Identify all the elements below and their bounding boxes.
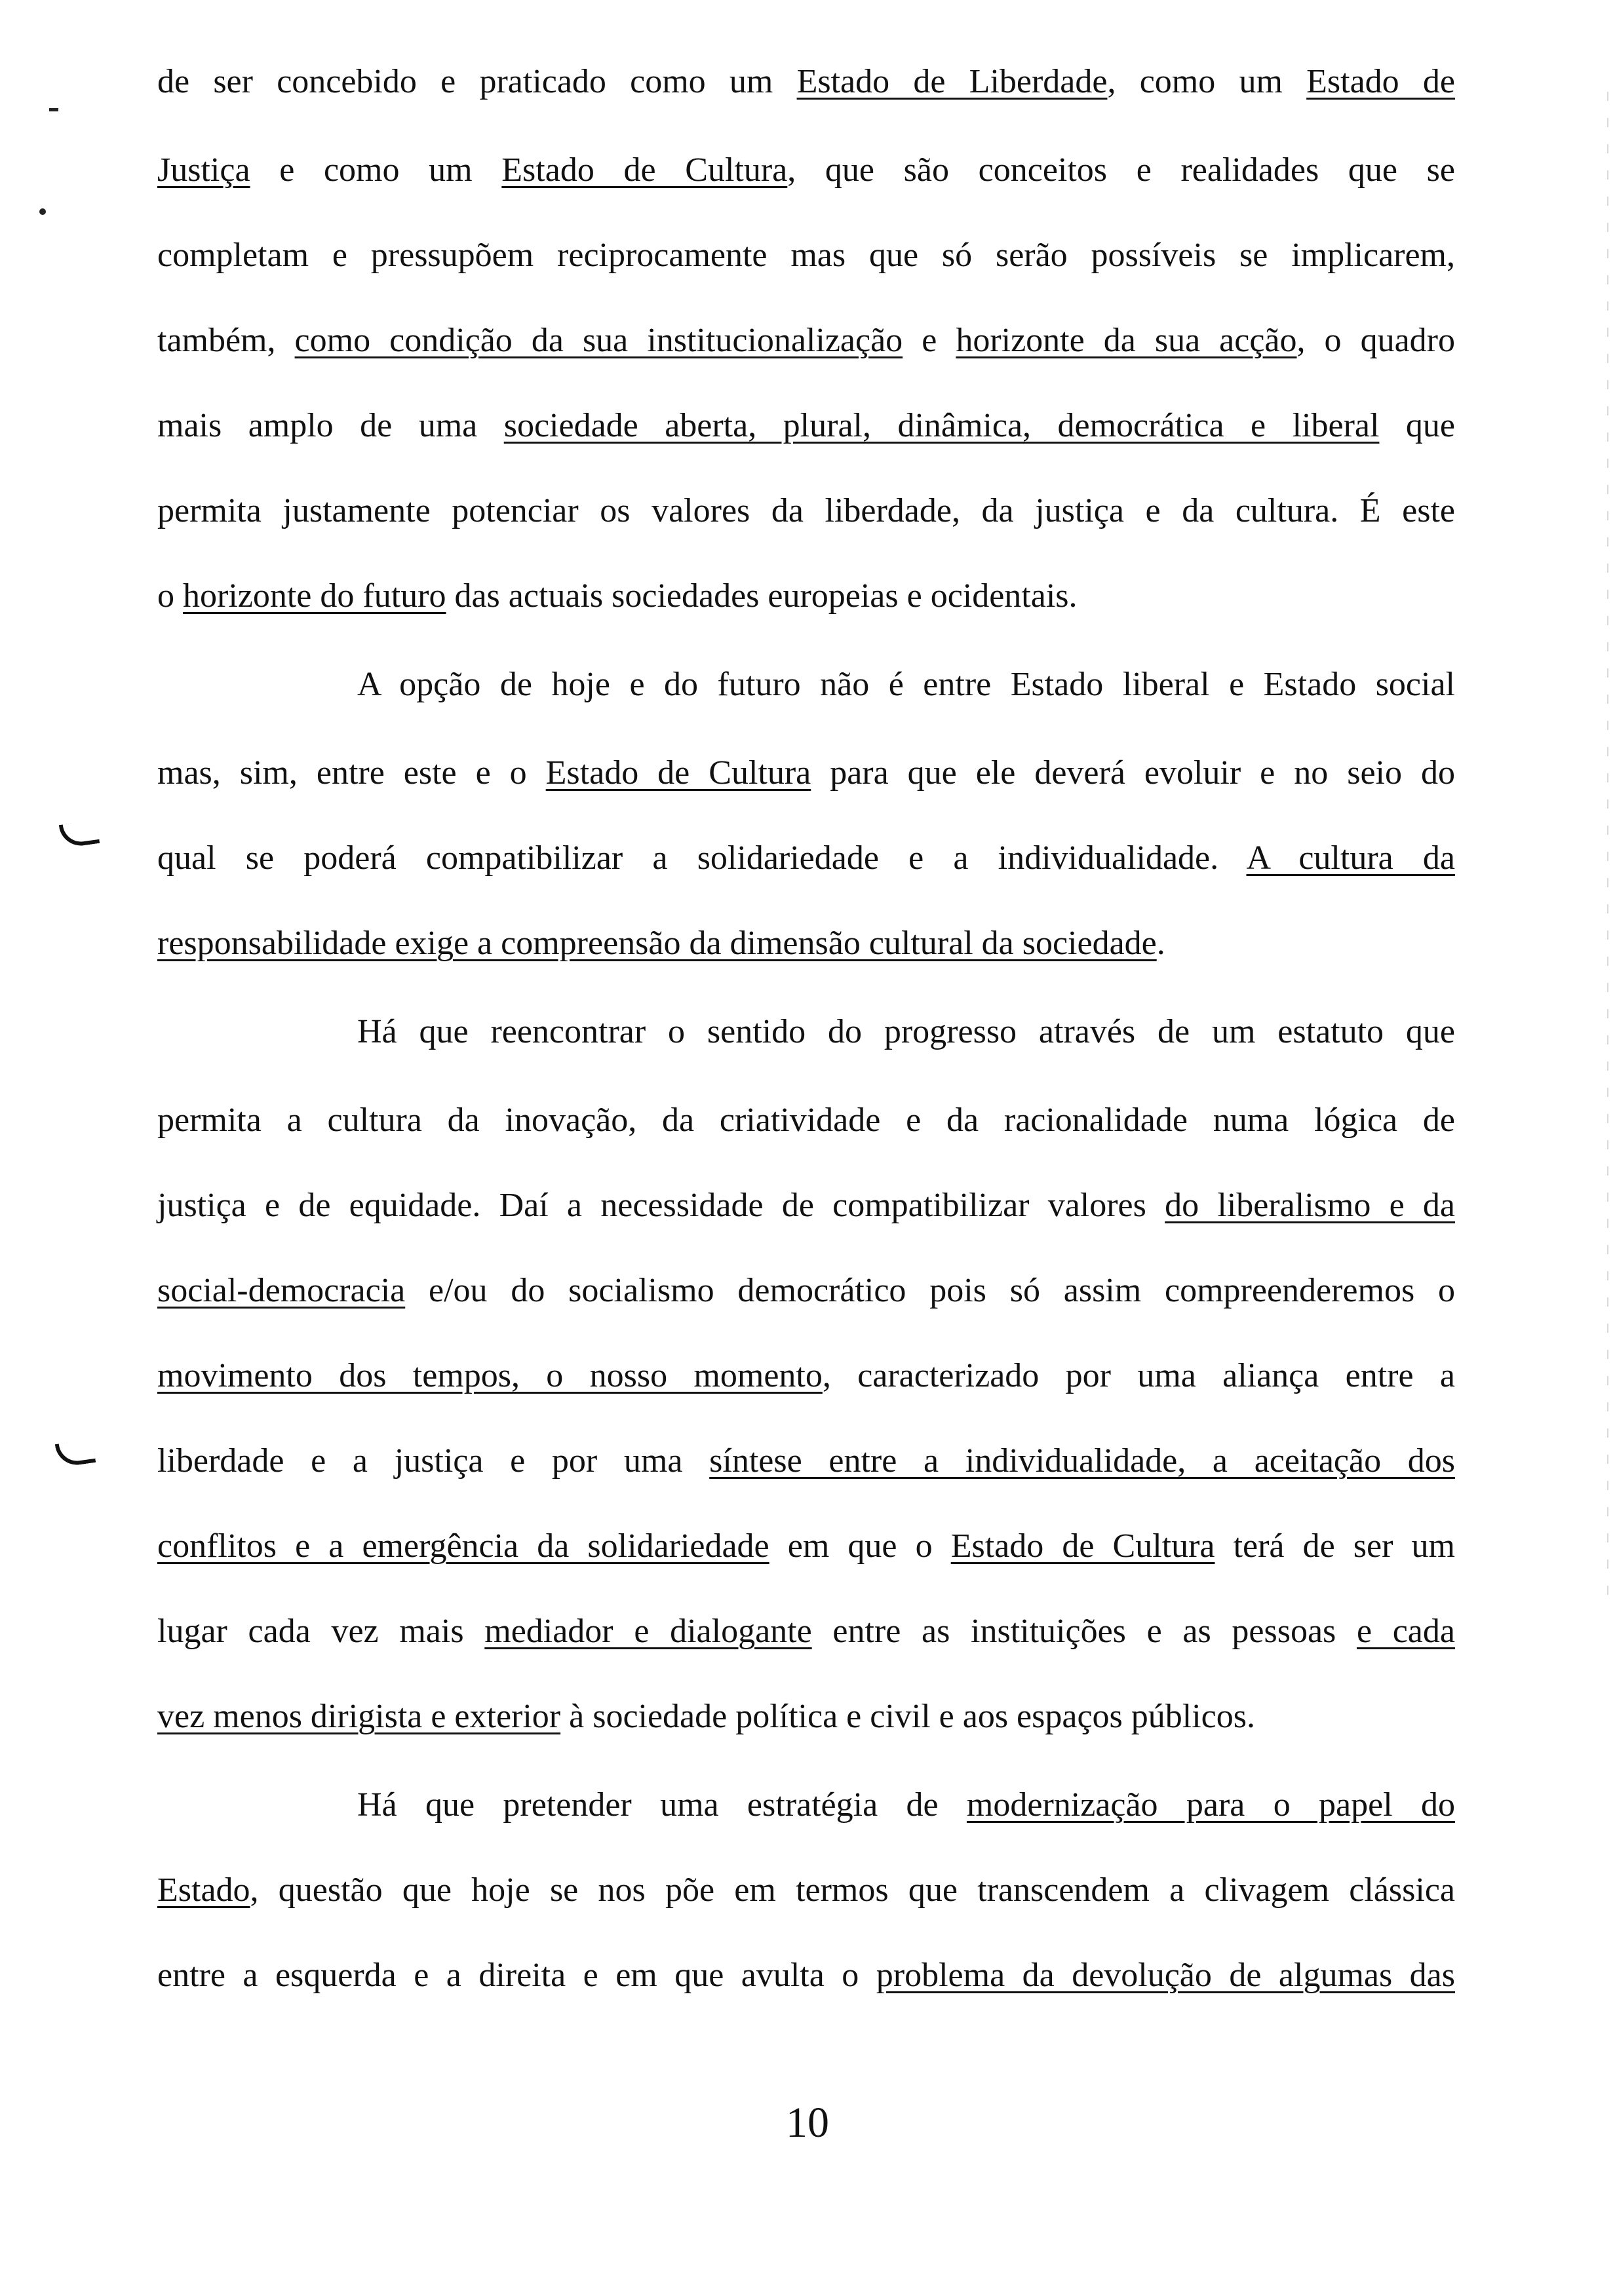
underlined-phrase: horizonte da sua acção xyxy=(956,322,1297,359)
handwritten-check-mark xyxy=(59,820,100,849)
text-line xyxy=(157,1956,1455,1995)
text-line xyxy=(157,1101,1455,1140)
text-segment: das actuais sociedades europeias e ocidentais. xyxy=(446,577,1078,615)
text-segment: , que são conceitos e realidades que se xyxy=(787,151,1455,189)
text-line xyxy=(157,62,1455,102)
underlined-phrase: vez menos dirigista e exterior xyxy=(157,1698,561,1735)
underlined-phrase: social-democracia xyxy=(157,1272,406,1309)
underlined-phrase: problema da devolução de algumas das xyxy=(876,1957,1455,1994)
underlined-phrase: modernização para o papel do xyxy=(966,1786,1455,1824)
underlined-phrase: A cultura da xyxy=(1246,839,1455,877)
text-segment: liberdade e a justiça e por uma xyxy=(157,1442,710,1480)
underlined-phrase: do liberalismo e da xyxy=(1165,1187,1455,1224)
text-line xyxy=(157,406,1455,446)
text-segment: e xyxy=(903,322,956,359)
text-line xyxy=(157,1527,1455,1566)
text-segment: , o quadro xyxy=(1296,322,1455,359)
underlined-phrase: Estado de Cultura xyxy=(501,151,788,189)
text-line xyxy=(157,1356,1455,1396)
handwritten-check-mark xyxy=(55,1439,96,1468)
text-segment: mais amplo de uma xyxy=(157,407,504,444)
text-segment: permita justamente potenciar os valores da liberdade, da justiça e da cultura. É este xyxy=(157,492,1455,529)
text-segment: à sociedade política e civil e aos espaços públicos. xyxy=(560,1698,1255,1735)
margin-dash-mark xyxy=(49,108,58,111)
text-line xyxy=(157,665,1455,704)
underlined-phrase: horizonte do futuro xyxy=(183,577,446,615)
underlined-phrase: Estado de Liberdade xyxy=(796,63,1108,100)
text-segment: de ser concebido e praticado como um xyxy=(157,63,797,100)
text-segment: justiça e de equidade. Daí a necessidade de compatibilizar valores xyxy=(157,1187,1165,1224)
text-segment: e como um xyxy=(250,151,502,189)
text-segment: que xyxy=(1379,407,1455,444)
text-segment: o xyxy=(157,577,183,615)
text-line xyxy=(157,577,1455,616)
text-line xyxy=(157,839,1455,878)
underlined-phrase: Estado xyxy=(157,1871,250,1909)
text-line xyxy=(157,754,1455,793)
text-line xyxy=(157,1012,1455,1052)
underlined-phrase: como condição da sua institucionalização xyxy=(294,322,903,359)
text-line xyxy=(157,1271,1455,1311)
underlined-phrase: síntese entre a individualidade, a aceitação dos xyxy=(709,1442,1456,1480)
underlined-phrase: Estado de Cultura xyxy=(950,1527,1215,1565)
text-segment: Há que pretender uma estratégia de xyxy=(357,1786,967,1824)
text-segment: . xyxy=(1156,925,1165,962)
text-line xyxy=(157,1697,1455,1736)
underlined-phrase: conflitos e a emergência da solidariedade xyxy=(157,1527,769,1565)
margin-dot-mark xyxy=(39,208,46,215)
text-segment: entre a esquerda e a direita e em que avulta o xyxy=(157,1957,876,1994)
text-segment: em que o xyxy=(769,1527,951,1565)
underlined-phrase: Justiça xyxy=(157,151,250,189)
page-number: 10 xyxy=(786,2099,829,2147)
text-line xyxy=(157,236,1455,275)
text-segment: entre as instituições e as pessoas xyxy=(811,1613,1357,1650)
text-line xyxy=(157,321,1455,360)
text-line xyxy=(157,1612,1455,1651)
text-segment: mas, sim, entre este e o xyxy=(157,754,546,792)
text-segment: e/ou do socialismo democrático pois só assim compreenderemos o xyxy=(405,1272,1455,1309)
text-segment: lugar cada vez mais xyxy=(157,1613,485,1650)
text-line xyxy=(157,151,1455,190)
text-line xyxy=(157,491,1455,531)
underlined-phrase: sociedade aberta, plural, dinâmica, democrática e liberal xyxy=(503,407,1380,444)
text-segment: Há que reencontrar o sentido do progresso através de um estatuto que xyxy=(357,1013,1455,1050)
text-line xyxy=(157,1786,1455,1825)
underlined-phrase: e cada xyxy=(1356,1613,1455,1650)
text-segment: , como um xyxy=(1107,63,1307,100)
text-line xyxy=(157,1442,1455,1481)
underlined-phrase: Estado de Cultura xyxy=(545,754,811,792)
text-segment: qual se poderá compatibilizar a solidariedade e a individualidade. xyxy=(157,839,1247,877)
text-line xyxy=(157,1871,1455,1910)
scan-edge-artifact xyxy=(1607,92,1608,1599)
underlined-phrase: movimento dos tempos, o nosso momento xyxy=(157,1357,823,1394)
text-segment: completam e pressupõem reciprocamente mas que só serão possíveis se implicarem, xyxy=(157,237,1455,274)
underlined-phrase: Estado de xyxy=(1306,63,1456,100)
text-segment: terá de ser um xyxy=(1215,1527,1455,1565)
underlined-phrase: mediador e dialogante xyxy=(484,1613,812,1650)
text-segment: A opção de hoje e do futuro não é entre Estado liberal e Estado social xyxy=(357,666,1455,703)
underlined-phrase: responsabilidade exige a compreensão da dimensão cultural da sociedade xyxy=(157,925,1157,962)
text-segment: , questão que hoje se nos põe em termos que transcendem a clivagem clássica xyxy=(250,1871,1455,1909)
text-line xyxy=(157,924,1455,963)
text-segment: também, xyxy=(157,322,295,359)
text-segment: para que ele deverá evoluir e no seio do xyxy=(811,754,1455,792)
text-segment: permita a cultura da inovação, da criatividade e da racionalidade numa lógica de xyxy=(157,1101,1455,1139)
text-line xyxy=(157,1186,1455,1225)
text-segment: , caracterizado por uma aliança entre a xyxy=(822,1357,1455,1394)
